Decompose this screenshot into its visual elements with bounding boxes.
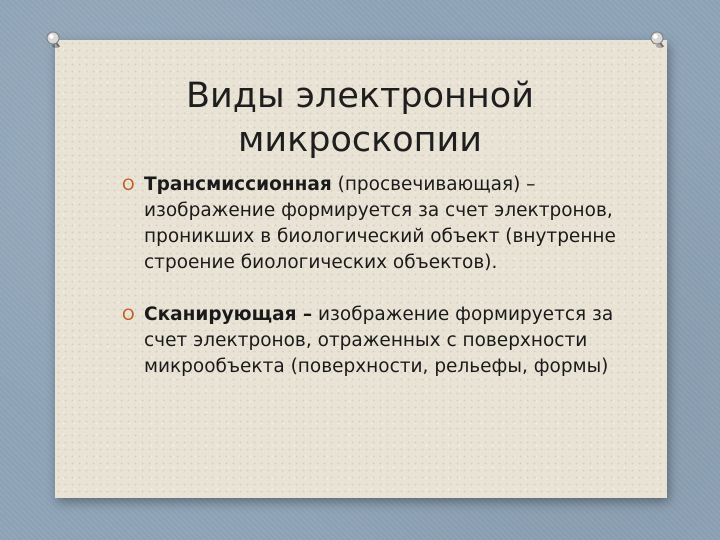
bullet-marker: O bbox=[122, 305, 135, 324]
list-item bbox=[122, 172, 622, 276]
slide-title: Виды электронной микроскопии bbox=[186, 76, 534, 160]
item-term: Трансмиссионная bbox=[144, 174, 332, 195]
pushpin-icon bbox=[648, 30, 670, 52]
pushpin-icon bbox=[44, 30, 66, 52]
item-text: изображение формируется за счет электронов, отраженных с поверхности микрообъекта (поверхности, рельефы, формы) bbox=[144, 304, 614, 377]
list-item bbox=[122, 302, 622, 380]
item-term: Сканирующая – bbox=[144, 304, 313, 325]
bullet-marker: O bbox=[122, 175, 135, 194]
item-text: (просвечивающая) – изображение формируется за счет электронов, проникших в биологический объект (внутренне строение биологических объектов). bbox=[144, 174, 616, 273]
bullet-list bbox=[122, 172, 622, 380]
